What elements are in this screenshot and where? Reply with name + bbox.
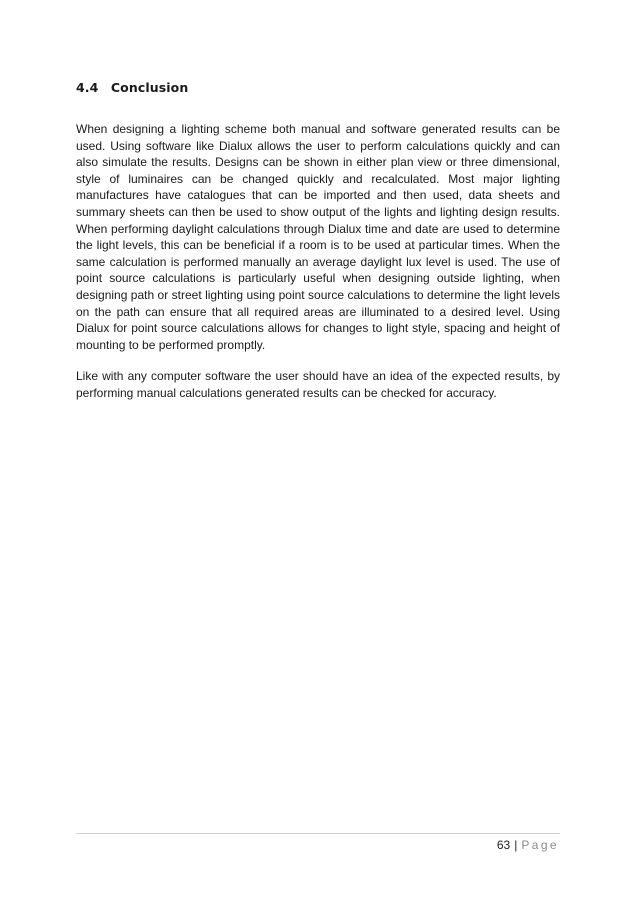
section-title: Conclusion [110, 80, 189, 95]
section-heading [76, 80, 188, 95]
page-footer [497, 838, 559, 852]
page-number: 63 [496, 838, 511, 852]
footer-divider [76, 833, 560, 834]
page-label: Page [521, 838, 559, 852]
footer-separator: | [514, 838, 518, 852]
section-number: 4.4 [76, 80, 99, 95]
conclusion-paragraph-2: Like with any computer software the user should have an idea of the expected results, by performing manual calculations generated results can be checked for accuracy. [76, 369, 560, 400]
conclusion-paragraph-1: When designing a lighting scheme both manual and software generated results can be used. Using software like Dialux allows the user to perform calculations quickly and can also simulate the results. Designs can be shown in either plan view or three dimensional, style of luminaires can be changed quickly and recalculated. Most major lighting manufactures have catalogues that can be imported and then used, data sheets and summary sheets can then be used to show output of the lights and lighting design results. When performing daylight calculations through Dialux time and date are used to determine the light levels, this can be beneficial if a room is to be used at particular times. When the same calculation is performed manually an average daylight lux level is used. The use of point source calculations is particularly useful when designing outside lighting, when designing path or street lighting using point source calculations to determine the light levels on the path can ensure that all required areas are illuminated to a desired level. Using Dialux for point source calculations allows for changes to light style, spacing and height of mounting to be performed promptly. [76, 122, 560, 352]
